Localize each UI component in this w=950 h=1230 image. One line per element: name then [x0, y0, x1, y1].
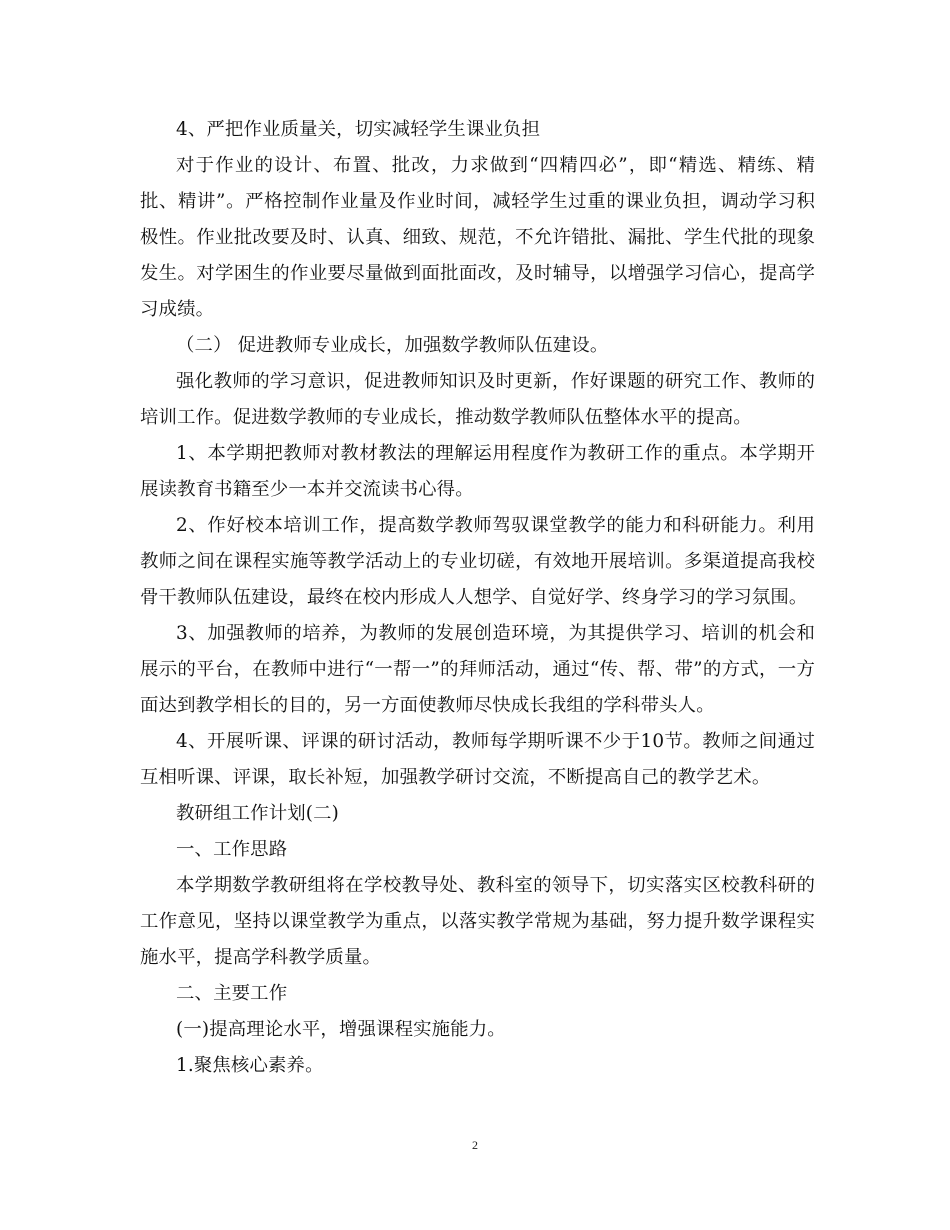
section-heading: （二） 促进教师专业成长，加强数学教师队伍建设。: [176, 335, 609, 356]
document-body: [140, 112, 815, 1084]
page-number: 2: [472, 1138, 478, 1152]
section-heading: 4、严把作业质量关，切实减轻学生课业负担: [176, 119, 541, 140]
document-subtitle: 教研组工作计划(二): [176, 803, 339, 824]
section-heading: 一、工作思路: [176, 839, 288, 860]
section-heading: 1.聚焦核心素养。: [176, 1055, 324, 1076]
body-paragraph: 本学期数学教研组将在学校教导处、教科室的领导下，切实落实区校教科研的工作意见，坚持以课堂教学为重点，以落实教学常规为基础，努力提升数学课程实施水平，提高学科教学质量。: [140, 875, 815, 968]
section-heading: (一)提高理论水平，增强课程实施能力。: [176, 1019, 506, 1040]
body-paragraph: 2、作好校本培训工作，提高数学教师驾驭课堂教学的能力和科研能力。利用教师之间在课程实施等教学活动上的专业切磋，有效地开展培训。多渠道提高我校骨干教师队伍建设，最终在校内形成人人想学、自觉好学、终身学习的学习氛围。: [140, 515, 815, 608]
body-paragraph: 强化教师的学习意识，促进教师知识及时更新，作好课题的研究工作、教师的培训工作。促进数学教师的专业成长，推动数学教师队伍整体水平的提高。: [140, 371, 815, 428]
body-paragraph: 3、加强教师的培养，为教师的发展创造环境，为其提供学习、培训的机会和展示的平台，在教师中进行“一帮一”的拜师活动，通过“传、帮、带”的方式，一方面达到教学相长的目的，另一方面使教师尽快成长我组的学科带头人。: [140, 623, 815, 716]
body-paragraph: 1、本学期把教师对教材教法的理解运用程度作为教研工作的重点。本学期开展读教育书籍至少一本并交流读书心得。: [140, 443, 815, 500]
body-paragraph: 对于作业的设计、布置、批改，力求做到“四精四必”，即“精选、精练、精批、精讲”。严格控制作业量及作业时间，减轻学生过重的课业负担，调动学习积极性。作业批改要及时、认真、细致、规范，不允许错批、漏批、学生代批的现象发生。对学困生的作业要尽量做到面批面改，及时辅导，以增强学习信心，提高学习成绩。: [140, 155, 815, 320]
body-paragraph: 4、开展听课、评课的研讨活动，教师每学期听课不少于10节。教师之间通过互相听课、评课，取长补短，加强教学研讨交流，不断提高自己的教学艺术。: [140, 731, 815, 788]
section-heading: 二、主要工作: [176, 983, 288, 1004]
